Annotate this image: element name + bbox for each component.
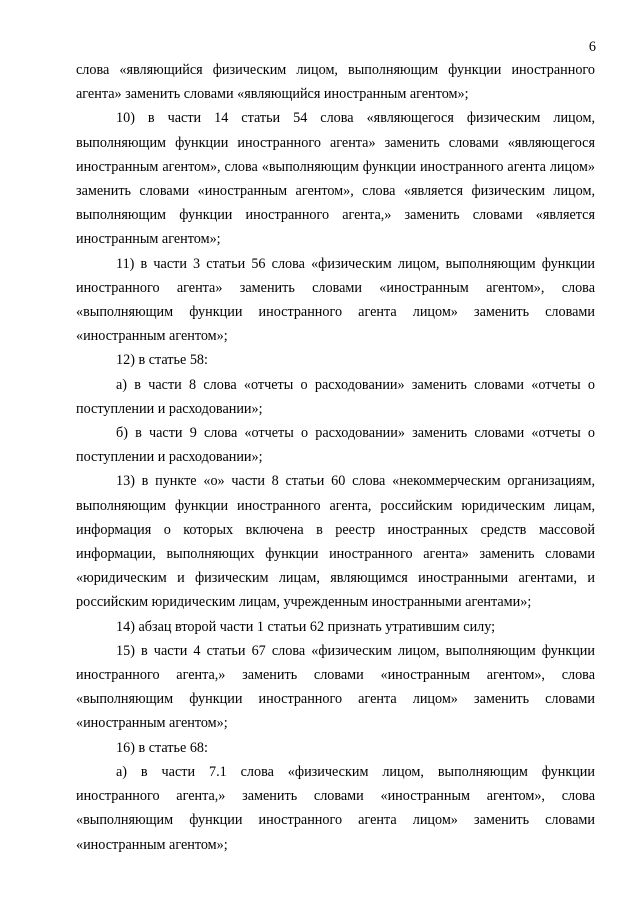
paragraph: 15) в части 4 статьи 67 слова «физическим лицом, выполняющим функции иностранного агента,» заменить словами «иностранным агентом», слова «выполняющим функции иностранного агента лицом» заменить словами «иностранным агентом»;: [76, 642, 595, 732]
paragraph: а) в части 8 слова «отчеты о расходовании» заменить словами «отчеты о поступлении и расходовании»;: [76, 376, 595, 417]
document-body: [76, 58, 595, 857]
paragraph: б) в части 9 слова «отчеты о расходовании» заменить словами «отчеты о поступлении и расходовании»;: [76, 425, 595, 466]
paragraph: а) в части 7.1 слова «физическим лицом, выполняющим функции иностранного агента,» заменить словами «иностранным агентом», слова «выполняющим функции иностранного агента лицом» заменить словами «иностранным агентом»;: [76, 763, 595, 853]
page-number: 6: [588, 39, 596, 55]
paragraph: 10) в части 14 статьи 54 слова «являющегося физическим лицом, выполняющим функции иностранного агента» заменить словами «являющегося иностранным агентом», слова «выполняющим функции иностранного агента лицом» заменить словами «иностранным агентом», слова «является физическим лицом, выполняющим функции иностранного агента,» заменить словами «является иностранным агентом»;: [76, 110, 595, 248]
paragraph: 14) абзац второй части 1 статьи 62 признать утратившим силу;: [116, 618, 496, 635]
paragraph: 16) в статье 68:: [116, 739, 208, 756]
paragraph: 13) в пункте «о» части 8 статьи 60 слова «некоммерческим организациям, выполняющим функции иностранного агента, российским юридическим лицам, информация о которых включена в реестр иностранных средств массовой информации, выполняющих функции иностранного агента» заменить словами «юридическим и физическим лицам, являющимся иностранными агентами, и российским юридическим лицам, учрежденным иностранными агентами»;: [76, 473, 595, 611]
paragraph: 12) в статье 58:: [116, 352, 208, 369]
paragraph: 11) в части 3 статьи 56 слова «физическим лицом, выполняющим функции иностранного агента» заменить словами «иностранным агентом», слова «выполняющим функции иностранного агента лицом» заменить словами «иностранным агентом»;: [76, 255, 595, 345]
paragraph: слова «являющийся физическим лицом, выполняющим функции иностранного агента» заменить словами «являющийся иностранным агентом»;: [76, 62, 595, 103]
